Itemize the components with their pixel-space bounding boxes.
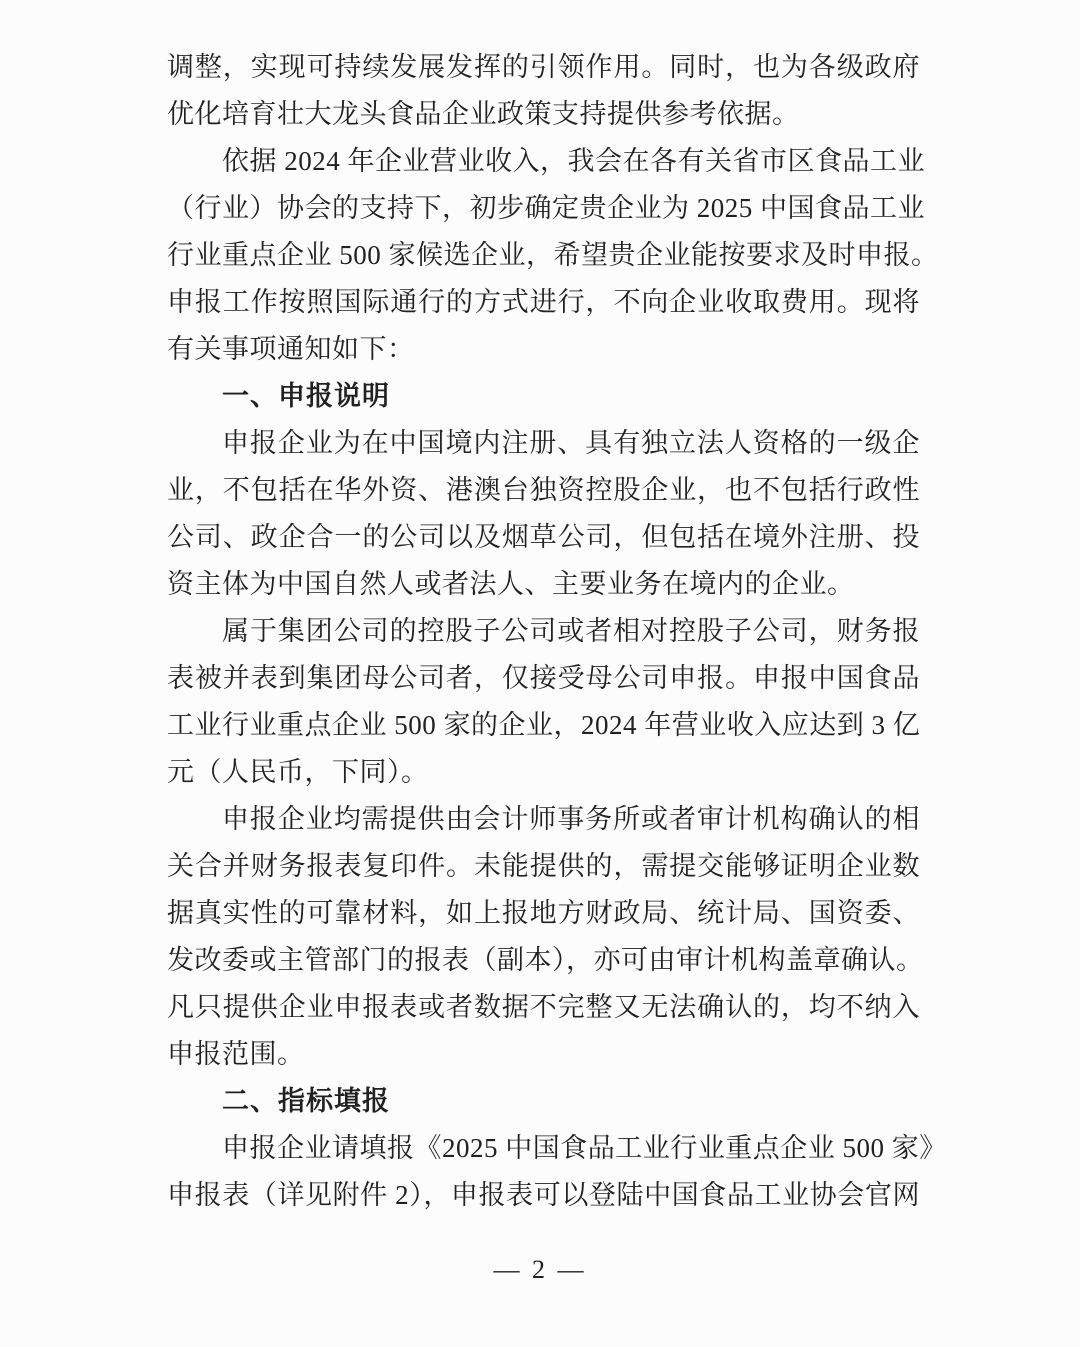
text-line: 工业行业重点企业 500 家的企业，2024 年营业收入应达到 3 亿 — [167, 710, 921, 740]
page-number: — 2 — — [493, 1255, 587, 1284]
text-line: 申报企业均需提供由会计师事务所或者审计机构确认的相 — [222, 804, 920, 834]
text-line: 业，不包括在华外资、港澳台独资控股企业，也不包括行政性 — [167, 475, 920, 505]
document-body — [167, 44, 947, 1219]
text-line: 属于集团公司的控股子公司或者相对控股子公司，财务报 — [222, 616, 920, 646]
text-line: 公司、政企合一的公司以及烟草公司，但包括在境外注册、投 — [167, 522, 920, 552]
text-line: 依据 2024 年企业营业收入，我会在各有关省市区食品工业 — [222, 146, 925, 176]
text-line: 据真实性的可靠材料，如上报地方财政局、统计局、国资委、 — [167, 898, 920, 928]
text-line: 申报企业为在中国境内注册、具有独立法人资格的一级企 — [222, 428, 920, 458]
text-line: 表被并表到集团母公司者，仅接受母公司申报。申报中国食品 — [167, 663, 920, 693]
text-line: 凡只提供企业申报表或者数据不完整又无法确认的，均不纳入 — [167, 992, 920, 1022]
text-line: 关合并财务报表复印件。未能提供的，需提交能够证明企业数 — [167, 851, 920, 881]
text-line: 优化培育壮大龙头食品企业政策支持提供参考依据。 — [167, 99, 800, 129]
text-line: （行业）协会的支持下，初步确定贵企业为 2025 中国食品工业 — [167, 193, 925, 223]
text-line: 有关事项通知如下： — [167, 334, 415, 364]
section-heading: 二、指标填报 — [222, 1086, 390, 1116]
text-line: 行业重点企业 500 家候选企业，希望贵企业能按要求及时申报。 — [167, 240, 939, 270]
text-line: 申报工作按照国际通行的方式进行，不向企业收取费用。现将 — [167, 287, 920, 317]
text-line: 元（人民币，下同）。 — [167, 757, 429, 787]
text-line: 资主体为中国自然人或者法人、主要业务在境内的企业。 — [167, 569, 855, 599]
section-heading: 一、申报说明 — [222, 381, 390, 411]
text-line: 调整，实现可持续发展发挥的引领作用。同时，也为各级政府 — [167, 52, 920, 82]
text-line: 申报表（详见附件 2），申报表可以登陆中国食品工业协会官网 — [167, 1180, 920, 1210]
text-line: 申报范围。 — [167, 1039, 305, 1069]
text-line: 申报企业请填报《2025 中国食品工业行业重点企业 500 家》 — [222, 1133, 947, 1163]
text-line: 发改委或主管部门的报表（副本），亦可由审计机构盖章确认。 — [167, 945, 924, 975]
